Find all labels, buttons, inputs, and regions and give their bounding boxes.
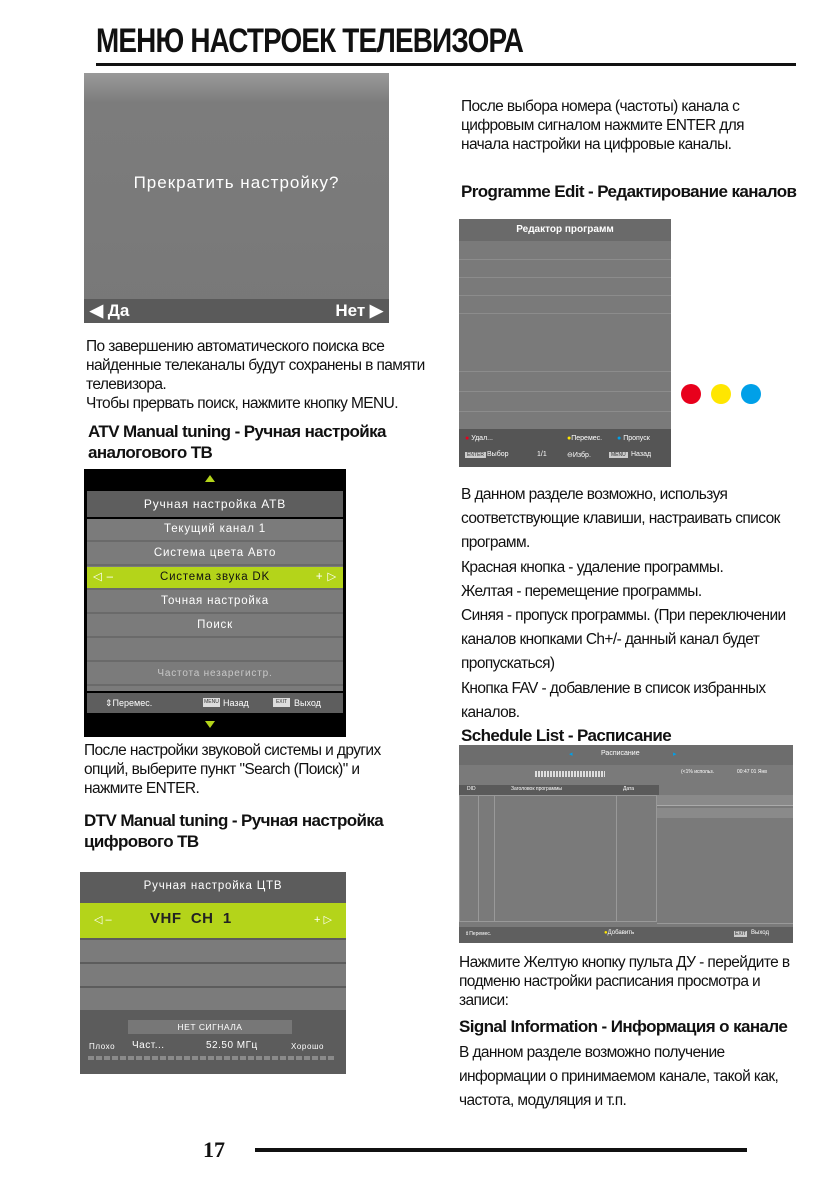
dtv-heading [84, 810, 383, 852]
updown-icon: ⇕ [105, 698, 113, 708]
frequency-value: 52.50 МГц [206, 1040, 258, 1051]
footer-rule [255, 1148, 747, 1152]
enter-key-icon: ENTER [467, 452, 484, 458]
menu-item-sound-system[interactable] [87, 567, 343, 590]
blue-button-icon [741, 384, 761, 404]
text-line: записи: [459, 992, 509, 1009]
digital-channel-text [461, 97, 744, 154]
move-hint [567, 435, 602, 442]
text-line: нажмите ENTER. [84, 780, 200, 797]
move-hint [465, 931, 491, 937]
text-line: частота, модуляция и т.п. [459, 1092, 627, 1109]
yes-label: Да [107, 301, 130, 320]
arrow-left-icon: ◁ – [94, 914, 112, 926]
text-line: Нажмите Желтую кнопку пульта ДУ - перейдите в [459, 954, 790, 971]
detail-row [657, 808, 793, 818]
add-label: Добавить [607, 930, 635, 936]
detail-row [657, 795, 793, 806]
atv-heading [88, 421, 386, 463]
updown-icon: ⇕ [465, 931, 470, 937]
arrow-right-icon: ▶ [365, 301, 383, 320]
back-label[interactable]: Назад [223, 698, 249, 708]
schedule-table-header [459, 785, 659, 795]
menu-title: Ручная настройка АТВ [87, 491, 343, 517]
schedule-title: Расписание [601, 750, 640, 757]
heading-line: DTV Manual tuning - Ручная настройка [84, 811, 384, 830]
channel-value: VHF CH 1 [150, 910, 232, 927]
text-line: После выбора номера (частоты) канала с [461, 98, 740, 115]
text-line: пропускаться) [461, 655, 555, 673]
programme-edit-heading: Programme Edit - Редактирование каналов [461, 182, 797, 201]
title-underline [96, 63, 796, 66]
text-line: каналов. [461, 703, 520, 721]
fav-hint [567, 451, 591, 459]
text-line: Синяя - пропуск программы. (При переключении [461, 607, 786, 625]
move-label: Перемес. [469, 931, 492, 937]
select-label: Выбор [487, 451, 509, 458]
menu-item-current-channel[interactable]: Текущий канал 1 [87, 519, 343, 542]
exit-label[interactable]: Выход [294, 698, 321, 708]
menu-item-search[interactable]: Поиск [87, 615, 343, 638]
page-number: 17 [203, 1137, 225, 1162]
schedule-description [459, 953, 790, 1010]
menu-item-fine-tune[interactable]: Точная настройка [87, 591, 343, 614]
signal-strength-bar [88, 1056, 334, 1060]
frequency-status: Частота незарегистр. [87, 663, 343, 686]
scroll-up-icon[interactable] [205, 475, 215, 482]
text-line: каналов кнопками Ch+/- данный канал будет [461, 631, 760, 649]
text-line: цифровым сигналом нажмите ENTER для [461, 117, 744, 134]
arrow-right-icon[interactable]: ▸ [673, 751, 677, 758]
delete-label: Удал... [471, 435, 493, 442]
text-line: программ. [461, 534, 530, 552]
blue-dot-icon: ● [617, 435, 622, 442]
menu-body [87, 519, 343, 691]
text-line: Кнопка FAV - добавление в список избранных [461, 679, 766, 697]
arrow-left-icon: ◁ – [93, 571, 114, 583]
schedule-title-bar [459, 745, 793, 765]
add-hint[interactable] [604, 930, 634, 936]
menu-item-label: Система звука DK [159, 571, 271, 583]
arrow-right-icon: + ▷ [315, 571, 337, 583]
editor-footer [459, 429, 671, 467]
menu-title: Ручная настройка ЦТВ [143, 880, 283, 892]
schedule-table[interactable] [459, 795, 657, 922]
menu-key-icon: MENU [204, 699, 219, 705]
col-id: DID [467, 786, 476, 792]
back-label: Назад [631, 451, 652, 458]
no-button[interactable] [335, 301, 383, 321]
signal-good-label: Хорошо [291, 1042, 325, 1051]
menu-item-color-system[interactable]: Система цвета Авто [87, 543, 343, 566]
time-display: 00:47 01 Янв [737, 769, 767, 775]
skip-label: Пропуск [623, 435, 650, 442]
arrow-left-icon: ◀ [90, 301, 108, 320]
no-signal-badge: НЕТ СИГНАЛА [128, 1020, 292, 1034]
empty-row [80, 940, 346, 962]
exit-key-icon: EXIT [735, 931, 747, 937]
red-button-icon [681, 384, 701, 404]
page-indicator: 1/1 [537, 451, 547, 458]
auto-search-text [86, 337, 425, 413]
text-line: В данном разделе возможно получение [459, 1044, 725, 1061]
page-title: МЕНЮ НАСТРОЕК ТЕЛЕВИЗОРА [96, 22, 524, 60]
exit-key-icon: EXIT [273, 698, 290, 707]
dtv-manual-tuning-menu [80, 872, 346, 1074]
menu-key-icon: MENU [611, 452, 626, 458]
signal-poor-label: Плохо [89, 1042, 116, 1051]
text-line: найденные телеканалы будут сохранены в памяти [86, 357, 425, 374]
dialog-message: Прекратить настройку? [133, 173, 340, 192]
text-line: После настройки звуковой системы и других [84, 742, 381, 759]
fav-icon: ⊖ [567, 452, 573, 459]
move-hint [105, 693, 152, 713]
text-line: информации о принимаемом канале, такой как, [459, 1068, 779, 1085]
no-label: Нет [335, 301, 366, 320]
heading-line: цифрового ТВ [84, 832, 199, 851]
heading-line: ATV Manual tuning - Ручная настройка [88, 422, 386, 441]
text-line: Желтая - перемещение программы. [461, 582, 702, 600]
text-line: соответствующие клавиши, настраивать список [461, 510, 780, 528]
programme-edit-description [461, 483, 786, 725]
text-line: По завершению автоматического поиска все [86, 338, 385, 355]
skip-hint [617, 435, 650, 442]
text-line: Красная кнопка - удаление программы. [461, 558, 724, 576]
channel-selector[interactable] [80, 903, 346, 938]
yellow-dot-icon: ● [604, 930, 608, 936]
red-dot-icon: ● [465, 435, 470, 442]
channel-name-placeholder [535, 771, 605, 777]
arrow-left-icon[interactable]: ◂ [569, 751, 573, 758]
col-date: Дата [623, 786, 635, 792]
schedule-list-screen [459, 745, 793, 943]
yes-button[interactable] [90, 301, 129, 321]
dialog-button-bar [84, 299, 389, 323]
exit-label[interactable]: Выход [751, 930, 769, 936]
editor-title: Редактор программ [459, 219, 671, 241]
atv-manual-tuning-menu [84, 469, 346, 737]
col-programme: Заголовок программы [511, 786, 563, 792]
fav-label: Избр. [572, 452, 591, 459]
delete-hint [465, 435, 493, 442]
frequency-label: Част... [132, 1040, 165, 1051]
text-line: телевизора. [86, 376, 167, 393]
text-line: Чтобы прервать поиск, нажмите кнопку MENU. [86, 395, 398, 412]
empty-row [80, 988, 346, 1010]
empty-row [80, 964, 346, 986]
programme-editor-screen [459, 219, 671, 467]
schedule-footer [459, 927, 793, 943]
menu-footer [87, 693, 343, 713]
text-line: начала настройки на цифровые каналы. [461, 136, 732, 153]
text-line: В данном разделе возможно, используя [461, 486, 728, 503]
text-line: опций, выберите пункт "Search (Поиск)" и [84, 761, 360, 778]
search-instruction-text [84, 741, 381, 798]
schedule-heading: Schedule List - Расписание [461, 726, 672, 745]
text-line: подменю настройки расписания просмотра и [459, 973, 761, 990]
arrow-right-icon: + ▷ [314, 914, 332, 926]
stop-tuning-dialog [84, 73, 389, 323]
signal-info-heading: Signal Information - Информация о канале [459, 1017, 788, 1036]
scroll-down-icon[interactable] [205, 721, 215, 728]
move-label: Перемес. [112, 698, 153, 708]
yellow-dot-icon: ● [567, 435, 572, 442]
yellow-button-icon [711, 384, 731, 404]
usage-indicator: (<1% использ. [681, 769, 715, 775]
heading-line: аналогового ТВ [88, 443, 213, 462]
move-label: Перемес. [571, 435, 603, 442]
menu-item-empty [87, 639, 343, 662]
signal-info-description [459, 1041, 778, 1113]
